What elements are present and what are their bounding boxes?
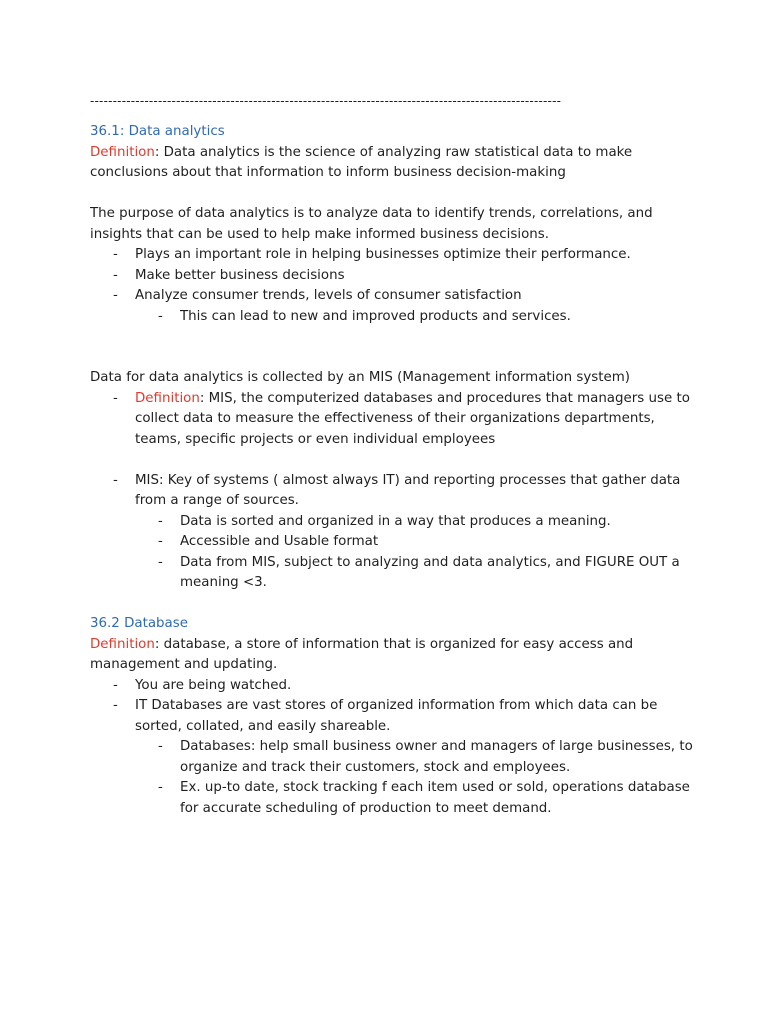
definition-paragraph xyxy=(90,143,700,164)
sub-list-item-text: Ex. up-to date, stock tracking f each item used or sold, operations database xyxy=(180,780,690,795)
list-item-text: Make better business decisions xyxy=(135,267,345,283)
bullet-dash: - xyxy=(158,739,163,754)
definition-text-line: management and updating. xyxy=(90,657,278,672)
definition-text: : MIS, the computerized databases and procedures that managers use to xyxy=(199,390,690,406)
bullet-dash: - xyxy=(113,247,118,262)
bullet-dash: - xyxy=(113,267,118,283)
sub-list-item-text: Accessible and Usable format xyxy=(180,534,379,549)
sub-list-item xyxy=(90,307,700,328)
bullet-dash: - xyxy=(158,308,163,324)
sub-list-item-text: Data from MIS, subject to analyzing and data analytics, and FIGURE OUT a xyxy=(180,554,680,570)
sub-list-item-text: This can lead to new and improved products and services. xyxy=(180,308,571,324)
definition-label: Definition xyxy=(90,144,155,160)
definition-label: Definition xyxy=(135,390,200,406)
sub-list-item xyxy=(90,737,700,758)
bullet-dash: - xyxy=(113,472,118,488)
document-page xyxy=(90,91,700,819)
list-item xyxy=(90,286,700,307)
list-item xyxy=(90,696,700,717)
list-item xyxy=(90,266,700,287)
sub-list-item-continuation: for accurate scheduling of production to meet demand. xyxy=(180,800,552,816)
list-item-continuation: collect data to measure the effectiveness of their organizations departments, xyxy=(135,411,655,426)
sub-list-item-text: Data is sorted and organized in a way that produces a meaning. xyxy=(180,513,611,529)
definition-text-line: conclusions about that information to inform business decision-making xyxy=(90,165,566,180)
bullet-dash: - xyxy=(113,698,118,713)
list-item xyxy=(90,245,700,266)
bullet-dash: - xyxy=(158,780,163,795)
list-item-continuation: teams, specific projects or even individual employees xyxy=(135,431,496,447)
list-item-text: Plays an important role in helping businesses optimize their performance. xyxy=(135,247,631,262)
list-item xyxy=(90,471,700,492)
bullet-dash: - xyxy=(158,534,163,549)
list-item xyxy=(90,389,700,410)
definition-text: : Data analytics is the science of analyzing raw statistical data to make xyxy=(154,144,633,160)
list-item xyxy=(90,676,700,697)
sub-list-item-text: Databases: help small business owner and managers of large businesses, to xyxy=(180,739,693,754)
bullet-dash: - xyxy=(113,288,118,303)
section-divider: -------------------------------------------------------------------------------------------------------- xyxy=(90,94,562,108)
list-item-text: Analyze consumer trends, levels of consumer satisfaction xyxy=(135,288,522,303)
section-heading-database: 36.2 Database xyxy=(90,616,188,631)
mis-intro: Data for data analytics is collected by an MIS (Management information system) xyxy=(90,370,630,385)
bullet-dash: - xyxy=(158,513,163,529)
bullet-dash: - xyxy=(113,677,118,693)
sub-list-item xyxy=(90,512,700,533)
definition-label: Definition xyxy=(90,636,155,652)
purpose-text-line: The purpose of data analytics is to analyze data to identify trends, correlations, and xyxy=(90,206,653,221)
purpose-text-line: insights that can be used to help make informed business decisions. xyxy=(90,226,549,242)
list-item-continuation: from a range of sources. xyxy=(135,493,299,508)
sub-list-item-continuation: meaning <3. xyxy=(180,575,267,590)
section-heading-data-analytics: 36.1: Data analytics xyxy=(90,124,225,139)
bullet-dash: - xyxy=(158,554,163,570)
list-item-text: IT Databases are vast stores of organized information from which data can be xyxy=(135,698,658,713)
definition-text: : database, a store of information that is organized for easy access and xyxy=(154,636,634,652)
sub-list-item xyxy=(90,532,700,553)
list-item-text: You are being watched. xyxy=(135,677,292,693)
sub-list-item xyxy=(90,553,700,574)
list-item-text: MIS: Key of systems ( almost always IT) and reporting processes that gather data xyxy=(135,472,681,488)
list-item-continuation: sorted, collated, and easily shareable. xyxy=(135,718,391,734)
definition-paragraph xyxy=(90,635,700,656)
bullet-dash: - xyxy=(113,390,118,406)
sub-list-item-continuation: organize and track their customers, stock and employees. xyxy=(180,759,571,775)
sub-list-item xyxy=(90,778,700,799)
